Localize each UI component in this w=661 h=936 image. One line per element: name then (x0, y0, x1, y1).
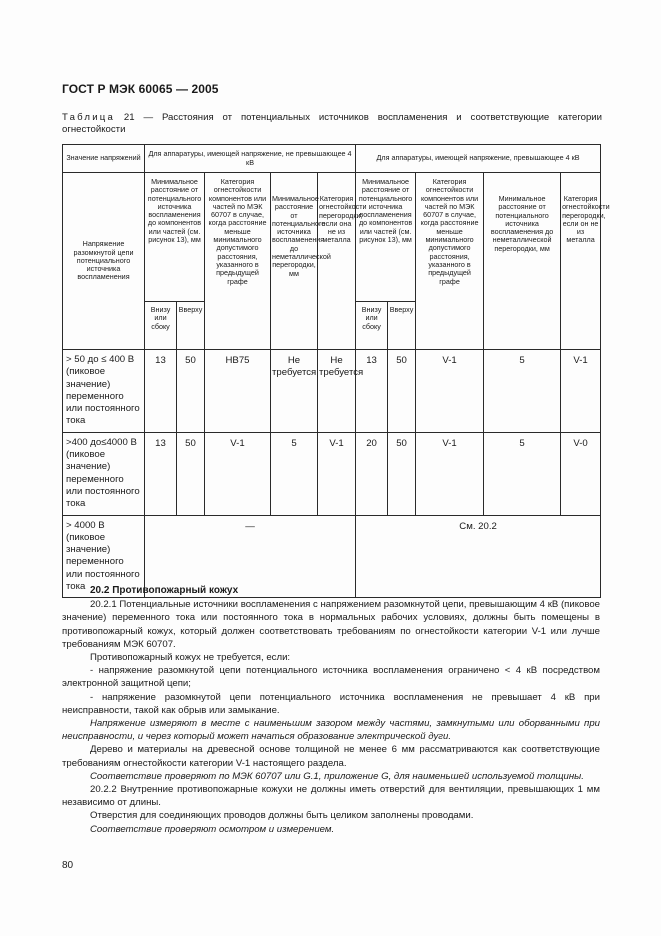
cell-hi-barrier: 5 (484, 432, 561, 515)
cell-hi-barrier-cat: V-1 (561, 350, 601, 433)
paragraph: Дерево и материалы на древесной основе толщиной не менее 6 мм рассматриваются как соответствующие требованиям огнестойкости категории V-1 настоящего раздела. (62, 744, 600, 769)
cell-lo-below: 13 (145, 350, 177, 433)
cell-low-span: — (145, 515, 356, 598)
paragraph: - напряжение разомкнутой цепи потенциального источника воспламенения ограничено < 4 кВ посредством электронной защитной цепи; (62, 665, 600, 690)
cell-lo-above: 50 (177, 432, 205, 515)
table-caption-label: Таблица (62, 112, 116, 123)
paragraph: - напряжение разомкнутой цепи потенциального источника воспламенения не превышает 4 кВ при неисправности, такой как обрыв или замыкание. (62, 691, 600, 716)
section-body (62, 584, 600, 836)
cell-lo-cat: V-1 (205, 432, 271, 515)
paragraph: 20.2.1 Потенциальные источники воспламенения с напряжением разомкнутой цепи, превышающим 4 кВ (пиковое значение) переменного тока или постоянного тока в нормальных рабочих условиях, должны быть помещены в противопожарный кожух, который должен соответствовать требованиям по огнестойкости категории V-1 или лучше требованиям МЭК 60707. (62, 599, 600, 650)
cell-lo-above: 50 (177, 350, 205, 433)
paragraph: Соответствие проверяют осмотром и измерением. (90, 823, 335, 835)
col-barrier-cat-low: Категория огнестойкости перегородки, если она не из металла (318, 173, 356, 350)
col-barrier-cat-high: Категория огнестойкости перегородки, если он не из металла (561, 173, 601, 350)
col-min-barrier-high: Минимальное расстояние от потенциального источника воспламенения до неметаллической перегородки, мм (484, 173, 561, 350)
cell-high-span: См. 20.2 (356, 515, 601, 598)
col-voltage-header: Напряжение разомкнутой цепи потенциального источника воспламенения (63, 173, 145, 350)
sub-above-high: Вверху (388, 302, 416, 350)
cell-hi-cat: V-1 (416, 432, 484, 515)
distance-table (62, 144, 610, 598)
col-min-dist-high: Минимальное расстояние от потенциального источника воспламенения до компонентов или частей (см. рисунок 13), мм (356, 173, 416, 302)
col-value-header: Значение напряжений (63, 145, 145, 173)
col-min-barrier-low: Минимальное расстояние от потенциального источника воспламенения до неметаллической перегородки, мм (271, 173, 318, 350)
paragraph: 20.2.2 Внутренние противопожарные кожухи не должны иметь отверстий для вентиляции, превышающих 1 мм независимо от длины. (62, 784, 600, 809)
table-caption (62, 112, 602, 136)
sub-above-low: Вверху (177, 302, 205, 350)
cell-lo-barrier-cat: Не требуется (318, 350, 356, 433)
col-min-dist-low: Минимальное расстояние от потенциального источника воспламенения до компонентов или частей (см. рисунок 13), мм (145, 173, 205, 302)
cell-hi-below: 13 (356, 350, 388, 433)
table-row (63, 350, 601, 433)
page-number: 80 (62, 860, 74, 871)
paragraph: Напряжение измеряют в месте с наименьшим зазором между частями, замкнутыми или оборванными при неисправности, и через который может начаться образование электрической дуги. (62, 718, 600, 743)
cell-lo-cat: HB75 (205, 350, 271, 433)
cell-lo-barrier: Не требуется (271, 350, 318, 433)
cell-lo-barrier: 5 (271, 432, 318, 515)
sub-below-high: Внизу или сбоку (356, 302, 388, 350)
table-caption-text: 21 — Расстояния от потенциальных источников воспламенения и соответствующие категории огнестойкости (62, 112, 602, 135)
cell-hi-cat: V-1 (416, 350, 484, 433)
cell-hi-above: 50 (388, 432, 416, 515)
cell-hi-above: 50 (388, 350, 416, 433)
row-condition: > 4000 В (пиковое значение) переменного или постоянного тока (63, 515, 145, 598)
cell-hi-barrier-cat: V-0 (561, 432, 601, 515)
cell-hi-barrier: 5 (484, 350, 561, 433)
row-condition: >400 до≤4000 В (пиковое значение) переменного или постоянного тока (63, 432, 145, 515)
col-category-low: Категория огнестойкости компонентов или частей по МЭК 60707 в случае, когда расстояние меньше минимального допустимого расстояния, указанного в предыдущей графе (205, 173, 271, 350)
sub-below-low: Внизу или сбоку (145, 302, 177, 350)
paragraph: Противопожарный кожух не требуется, если: (90, 652, 291, 664)
cell-lo-below: 13 (145, 432, 177, 515)
cell-hi-below: 20 (356, 432, 388, 515)
section-title: 20.2 Противопожарный кожух (90, 585, 239, 596)
paragraph: Отверстия для соединяющих проводов должны быть целиком заполнены проводами. (90, 810, 474, 822)
row-condition: > 50 до ≤ 400 В (пиковое значение) переменного или постоянного тока (63, 350, 145, 433)
group-high-header: Для аппаратуры, имеющей напряжение, превышающее 4 кВ (356, 145, 601, 173)
document-header: ГОСТ Р МЭК 60065 — 2005 (62, 82, 219, 96)
group-low-header: Для аппаратуры, имеющей напряжение, не превышающее 4 кВ (145, 145, 356, 173)
paragraph: Соответствие проверяют по МЭК 60707 или G.1, приложение G, для наименьшей используемой толщины. (90, 770, 584, 782)
cell-lo-barrier-cat: V-1 (318, 432, 356, 515)
table-row (63, 432, 601, 515)
col-category-high: Категория огнестойкости компонентов или частей по МЭК 60707 в случае, когда расстояние меньше минимального допустимого расстояния, указанного в предыдущей графе (416, 173, 484, 350)
